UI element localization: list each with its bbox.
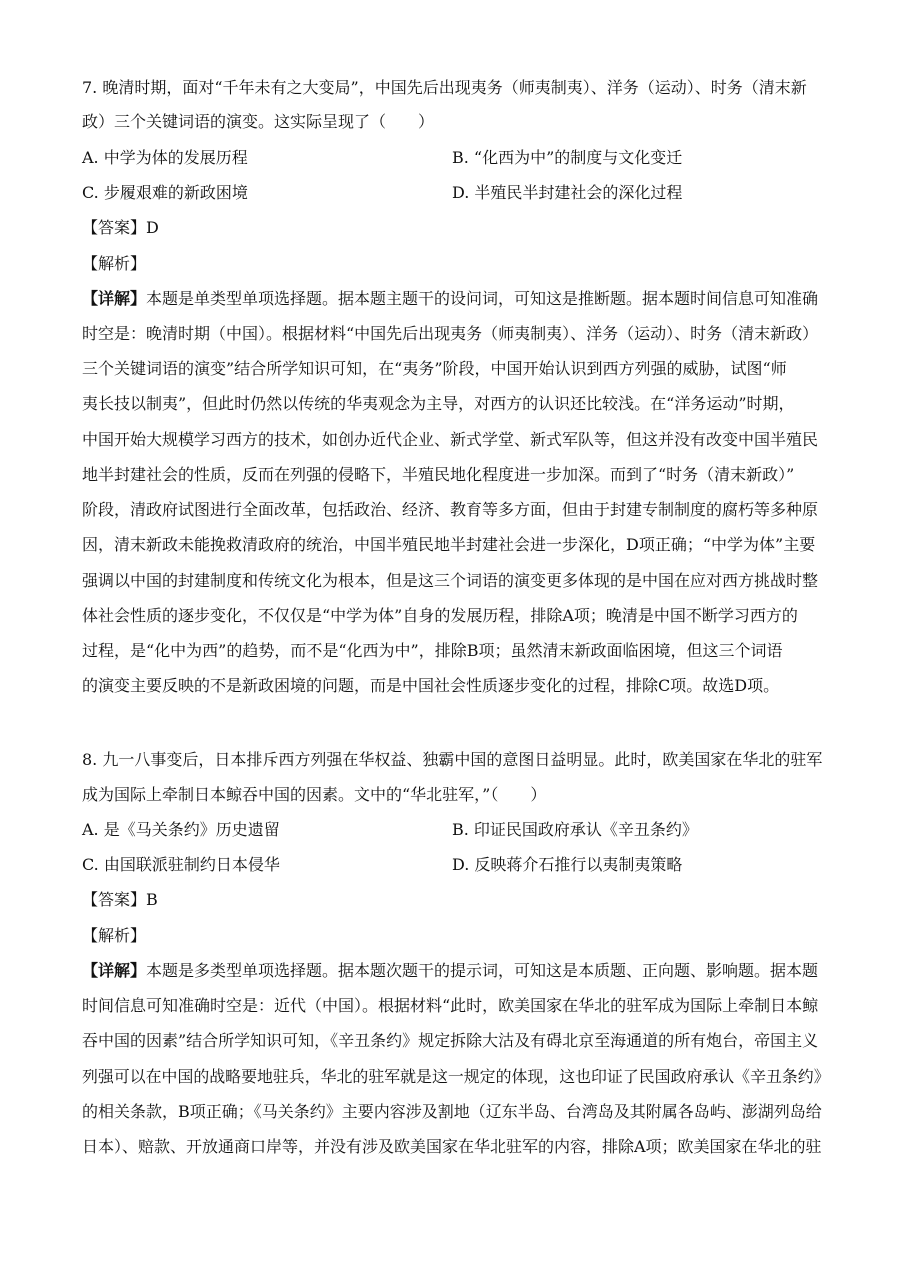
q8-analysis-label: 【解析】	[82, 926, 147, 945]
q8-stem-line-1: 8. 九一八事变后，日本排斥西方列强在华权益、独霸中国的意图日益明显。此时，欧美国家在华北的驻军	[82, 750, 823, 769]
q7-detail-line-12: 的演变主要反映的不是新政困境的问题，而是中国社会性质逐步变化的过程，排除C项。故选D项。	[82, 676, 780, 695]
q8-answer	[82, 890, 158, 910]
q7-stem-line-2: 政）三个关键词语的演变。这实际呈现了（ ）	[82, 112, 435, 131]
q8-detail-line-5: 的相关条款，B项正确；《马关条约》主要内容涉及割地（辽东半岛、台湾岛及其附属各岛屿、澎湖列岛给	[82, 1102, 822, 1121]
q8-option-b: B. 印证民国政府承认《辛丑条约》	[452, 820, 698, 839]
q8-detail-line-3: 吞中国的因素”结合所学知识可知，《辛丑条约》规定拆除大沽及有碍北京至海通道的所有炮台，帝国主义	[82, 1031, 819, 1050]
q7-stem-line-1: 7. 晚清时期，面对“千年未有之大变局”，中国先后出现夷务（师夷制夷）、洋务（运动）、时务（清末新	[82, 78, 807, 97]
q8-detail-line-1	[82, 961, 818, 981]
q7-detail-line-7: 阶段，清政府试图进行全面改革，包括政治、经济、教育等多方面，但由于封建专制制度的腐朽等多种原	[82, 500, 819, 519]
q7-detail-line-3: 三个关键词语的演变”结合所学知识可知，在“夷务”阶段，中国开始认识到西方列强的威胁，试图“师	[82, 359, 787, 378]
q8-stem-line-2: 成为国际上牵制日本鲸吞中国的因素。文中的“华北驻军，”（ ）	[82, 785, 547, 804]
q7-analysis-label: 【解析】	[82, 254, 147, 273]
q7-answer	[82, 218, 159, 238]
q7-detail-line-9: 强调以中国的封建制度和传统文化为根本，但是这三个词语的演变更多体现的是中国在应对西方挑战时整	[82, 571, 819, 590]
answer-label: 【答案】	[82, 218, 147, 237]
q8-option-a: A. 是《马关条约》历史遗留	[82, 820, 280, 839]
q7-detail-line-1	[82, 289, 818, 309]
q7-detail-line-6: 地半封建社会的性质，反而在列强的侵略下，半殖民地化程度进一步加深。而到了“时务（清末新政）”	[82, 465, 795, 484]
q7-detail-line-2: 时空是：晚清时期（中国）。根据材料“中国先后出现夷务（师夷制夷）、洋务（运动）、时务（清末新政）	[82, 324, 819, 343]
answer-value: D	[146, 218, 159, 237]
answer-value: B	[146, 890, 158, 909]
q7-detail-line-4: 夷长技以制夷”，但此时仍然以传统的华夷观念为主导，对西方的认识还比较浅。在“洋务运动”时期，	[82, 394, 795, 413]
q7-detail-line-11: 过程，是“化中为西”的趋势，而不是“化西为中”，排除B项；虽然清末新政面临困境，但这三个词语	[82, 641, 783, 660]
answer-label: 【答案】	[82, 890, 147, 909]
q7-option-d: D. 半殖民半封建社会的深化过程	[452, 183, 683, 202]
q7-detail-line-8: 因，清末新政未能挽救清政府的统治，中国半殖民地半封建社会进一步深化，D项正确；“中学为体”主要	[82, 535, 816, 554]
q8-detail-line-4: 列强可以在中国的战略要地驻兵，华北的驻军就是这一规定的体现，这也印证了民国政府承认《辛丑条约》	[82, 1067, 830, 1086]
q8-option-c: C. 由国联派驻制约日本侵华	[82, 855, 280, 874]
detail-label: 【详解】	[82, 961, 147, 980]
q8-option-d: D. 反映蒋介石推行以夷制夷策略	[452, 855, 683, 874]
detail-label: 【详解】	[82, 289, 147, 308]
q7-option-c: C. 步履艰难的新政困境	[82, 183, 248, 202]
q7-detail-line-10: 体社会性质的逐步变化，不仅仅是“中学为体”自身的发展历程，排除A项；晚清是中国不断学习西方的	[82, 606, 798, 625]
detail-text: 本题是单类型单项选择题。据本题主题干的设问词，可知这是推断题。据本题时间信息可知准确	[146, 289, 819, 308]
q8-detail-line-2: 时间信息可知准确时空是：近代（中国）。根据材料“此时，欧美国家在华北的驻军成为国际上牵制日本鲸	[82, 996, 819, 1015]
q7-option-a: A. 中学为体的发展历程	[82, 148, 248, 167]
q7-detail-line-5: 中国开始大规模学习西方的技术，如创办近代企业、新式学堂、新式军队等，但这并没有改变中国半殖民	[82, 430, 819, 449]
q7-option-b: B. “化西为中”的制度与文化变迁	[452, 148, 683, 167]
detail-text: 本题是多类型单项选择题。据本题次题干的提示词，可知这是本质题、正向题、影响题。据本题	[146, 961, 819, 980]
q8-detail-line-6: 日本）、赔款、开放通商口岸等，并没有涉及欧美国家在华北驻军的内容，排除A项；欧美国家在华北的驻	[82, 1137, 822, 1156]
